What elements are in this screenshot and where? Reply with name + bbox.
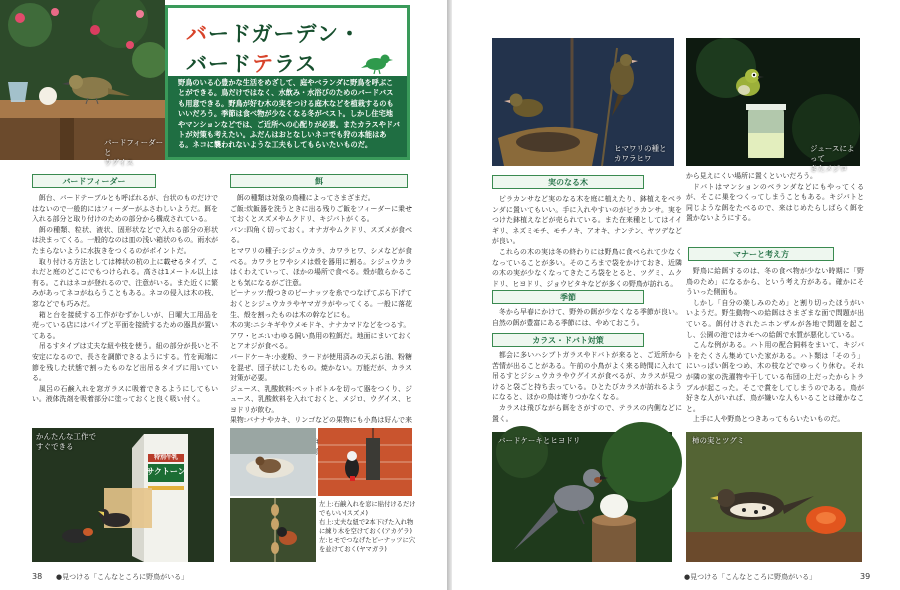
section-body-feeder	[32, 193, 218, 405]
feeder-para: 風呂の石鹸入れを窓ガラスに吸着できるようにしてもいい。液体洗剤を吸着部分に塗っておくと良く吸い付く。	[32, 384, 218, 404]
photo-sunflower-caption: ヒマワリの種と カワラヒワ	[614, 144, 667, 163]
running-footer-left: ●見つける「こんなところに野鳥がいる」	[56, 573, 189, 581]
photo-juice-caption: ジュースによって きたメジロ	[810, 144, 855, 173]
food-item: 木の実:ニシキギやウメモドキ、ナナカマドなどをつるす。	[230, 321, 411, 330]
running-footer-right: ●見つける「こんなところに野鳥がいる」	[684, 573, 817, 581]
photo-sunflower-kawarahiwa	[492, 38, 674, 166]
page-number-right: 39	[860, 572, 871, 581]
yamagara-illustration	[230, 498, 316, 562]
section-head-season: 季節	[492, 290, 644, 304]
food-item: ご飯:炊飯器を洗うときに出る残りご飯をフィーダーに乗せておくとスズメやムクドリ、キジバトがくる。	[230, 204, 412, 224]
crow-para: 都会に多いハシブトガラスやドバトが来ると、ご近所から苦情が出ることがある。午前の小鳥がよく来る時間に入れて吊るすとジシュウカラやウグイスが食べるが、カラスが見つけると袋ごと持ち去っている。ひとたびカラスが訪れるようになると、ほかの鳥は寄りつかなくなる。	[492, 351, 682, 402]
photo-woodpecker-feeder	[318, 428, 412, 496]
section-head-feeder: バードフィーダー	[32, 174, 156, 188]
page-number-left: 38	[32, 572, 43, 581]
photo-feeder-caption: バードフィーダーと ウグイス	[104, 138, 164, 167]
article-lead: 野鳥のいる心豊かな生活をめざして、庭やベランダに野鳥を呼ぶことができる。鳥だけではなく、水飲み・水浴びのためのバードバスも用意できる。野鳥が好む木の実をつける庭木などを植栽するのもいいだろう。季節は食べ物が少なくなる冬がベスト。しかし住宅地やマンションなどでは、ご近所への心配りが必要。またカラスやドバトが対策も考えたい。ふだんはおとなしいネコでも狩の本能はある。ネコに襲われないような工夫もしてもらいたいものだ。	[178, 78, 400, 150]
photo-cake-caption: バードケーキとヒヨドリ	[498, 436, 581, 445]
section-head-food: 餌	[230, 174, 408, 188]
food-item: ピーナッツ:殻つきのピーナッツを糸でつなげてぶら下げておくとシジュウカラやヤマガラがやってくる。一般に落花生、殻を割ったものは木の幹などにも。	[230, 289, 412, 319]
carton-label-top: 特別牛乳	[153, 454, 178, 461]
woodpecker-illustration	[318, 428, 412, 496]
food-item: ジュース、乳酸飲料:ペットボトルを切って器をつくり、ジュース、乳酸飲料を入れておくと、メジロ、ウグイス、ヒヨドリが飲む。	[230, 384, 412, 414]
manner-para: 上手に人や野鳥とつきあってもらいたいものだ。	[692, 415, 845, 424]
food-item: バードケーキ:小麦粉、ラードが使用済みの天ぷら油、粉糖を混ぜ、団子状にしたもの。焼かない。万能だが、カラス対策が必要。	[230, 352, 412, 383]
photo-peanut-yamagara	[230, 498, 316, 562]
feeder-para: 吊るすタイプは丈夫な紐や枝を使う。紐の部分が長いと不安定になるので、長さを調節できるようにする。竹を両端に節を残した状態で割ったものなど出吊るタイプに用いている。	[32, 342, 218, 383]
feeder-bird-illustration	[0, 0, 165, 160]
feeder-para: 取り付ける方法としては棒状の杭の上に載せるタイプ、これだと庭のどこにでもつけられる。高さは1メートル以上は有る。これはネコが登れるので、注意がいる。また近くに繁みがあってネコがねらうこともある。ネコの侵入は木の枝、窓などでも巧みだ。	[32, 257, 218, 308]
bird-silhouette-icon	[361, 52, 393, 74]
photo-feeder-uguisu	[0, 0, 165, 167]
photo-persimmon-tsugumi	[686, 432, 862, 562]
section-body-crow-cont	[686, 171, 864, 224]
carton-label-main: サクトーン	[146, 467, 186, 476]
tsugumi-illustration	[686, 432, 862, 562]
manner-para: しかし「自分の楽しみのため」と割り切ったほうがいいようだ。野生動物への給餌はさまざまな面で問題が出ている。餌付けされたニホンザルが各地で問題を起こし、公園の池ではカモへの給餌で水質が悪化している。	[686, 298, 864, 339]
photo-juice-mejiro	[686, 38, 860, 173]
right-page	[452, 0, 900, 590]
food-item: パン:四角く切っておく。オナガやムクドリ、スズメが食べる。	[230, 225, 412, 245]
article-title-line2: バードテラス	[186, 51, 318, 76]
collage-caption: 左上:石鹸入れを窓に貼付けるだけでもいい(スズメ) 右上:丈夫な紐で2本下げた入れ物に練り木を空けておく(アカゲラ) 左:ヒモでつなげたピーナッツに穴を並けておく(ヤマガラ)	[319, 501, 416, 553]
crow-para: カラスは飛びながら餌をさがすので、テラスの内側などに置く。	[492, 403, 682, 423]
section-head-crow: カラス・ドバト対策	[492, 333, 644, 347]
section-body-season	[492, 307, 682, 328]
food-para: 餌の種類は対象の鳥種によってさまざまだ。	[236, 194, 375, 202]
trees-para: ピラカンサなど実のなる木を庭に植えたり、鉢植えをベランダに置いてもいい。手に入れやすいのがピラカンサ。実をつけた鉢植えなどが売られている。また在来種としてはイイギリ、ネズミモチ、モチノキ、アオキ、ナンテン、ヤツデなどが良い。	[492, 195, 682, 246]
article-title-head	[168, 8, 407, 76]
food-item: アワ・ヒエ:いわゆる飼い鳥用の粒餌だ。地面にまいておくとアオジが食べる。	[230, 331, 412, 351]
manner-para: こんな例がある。ハト用の配合飼料をまいて、キジバトをたくさん集めていた家がある。ハト類は「そのう」にいっぱい餌をつめ、木の枝などでゆっくり休む。それが隣の家の洗濯物や干している布団の上だったからトラブルが起こった。そこで賞をしてしまうのである。鳥が好きな人がいれば、鳥が嫌いな人もいることは確かなこと。	[686, 341, 864, 413]
section-body-crow	[492, 350, 682, 424]
photo-birdcake-hiyodori	[492, 432, 672, 562]
feeder-para: 箱と台を接続する工作がむずかしいが、日曜大工用品を売っている店にはパイプと平面を接続するための器具が置いてある。	[32, 310, 218, 340]
article-title-box	[165, 5, 410, 160]
photo-milk-carton-feeder	[32, 428, 214, 562]
section-head-trees: 実のなる木	[492, 175, 644, 189]
crow-cont-para: ドバトはマンションのベランダなどにもやってくるが、そこに巣をつくってしまうこともある。キジバトと同じような餌をたべるので、来はじめたらしばらく餌を置かないようにする。	[686, 182, 864, 223]
photo-carton-caption: かんたんな工作で すぐできる	[36, 432, 96, 451]
manner-para: 野鳥に給餌するのは、冬の食べ物が少ない時期に「野鳥のため」になるから、という考え方がある。確かにそういった側面も。	[686, 267, 864, 297]
crow-cont-para: から見えにくい場所に置くといいだろう。	[686, 172, 817, 180]
article-title-line1: バードガーデン・	[186, 21, 361, 46]
section-body-trees	[492, 194, 682, 289]
feeder-para: 餌台、バードテーブルとも呼ばれるが、台状のものだけではないので一般的にはフィーダーがふさわしいようだ。餌を入れる部分と取り付けのための部分から構成されている。	[32, 194, 218, 224]
left-page	[0, 0, 447, 590]
section-body-manner	[686, 266, 864, 425]
section-head-manner: マナーと考え方	[688, 247, 834, 261]
feeder-para: 餌の種類、粒状、液状、固形状などで入れる部分の形状は決まってくる。一般的なのは皿の浅い箱状のもの。雨水がたまらないように水抜きをつくるのがポイントだ。	[32, 225, 218, 255]
soap-dish-sparrow-illustration	[230, 428, 316, 496]
food-item: 果物:バナナやカキ、リンゴなどの果物にも小鳥は好んで来	[230, 416, 412, 425]
season-para: 冬から早春にかけて、野外の餌が少なくなる季節が良い。自然の餌が豊富にある季節には、やめておこう。	[492, 308, 682, 327]
hiyodori-illustration	[492, 432, 672, 562]
trees-para: これらの木の実は冬の終わりには野鳥に食べられて少なくなっていることが多い。そのころまで袋をかけておき、近隣の木の実が少なくなってきたころ袋をとると、ツグミ、ムクドリ、ヒヨドリ、ジョウビタキなどが多くの野鳥が訪れる。	[492, 247, 682, 288]
food-item: ヒマワリの種子:シジュウカラ、カワラヒワ、シメなどが食べる。カワラヒワやシメは殻を器用に割る。シジュウカラはくわえていって、ほかの場所で食べる。殻が散らかることも気になるがご注意。	[230, 246, 412, 287]
photo-soap-dish-sparrow	[230, 428, 316, 496]
photo-persimmon-caption: 柿の実とツグミ	[692, 436, 745, 445]
